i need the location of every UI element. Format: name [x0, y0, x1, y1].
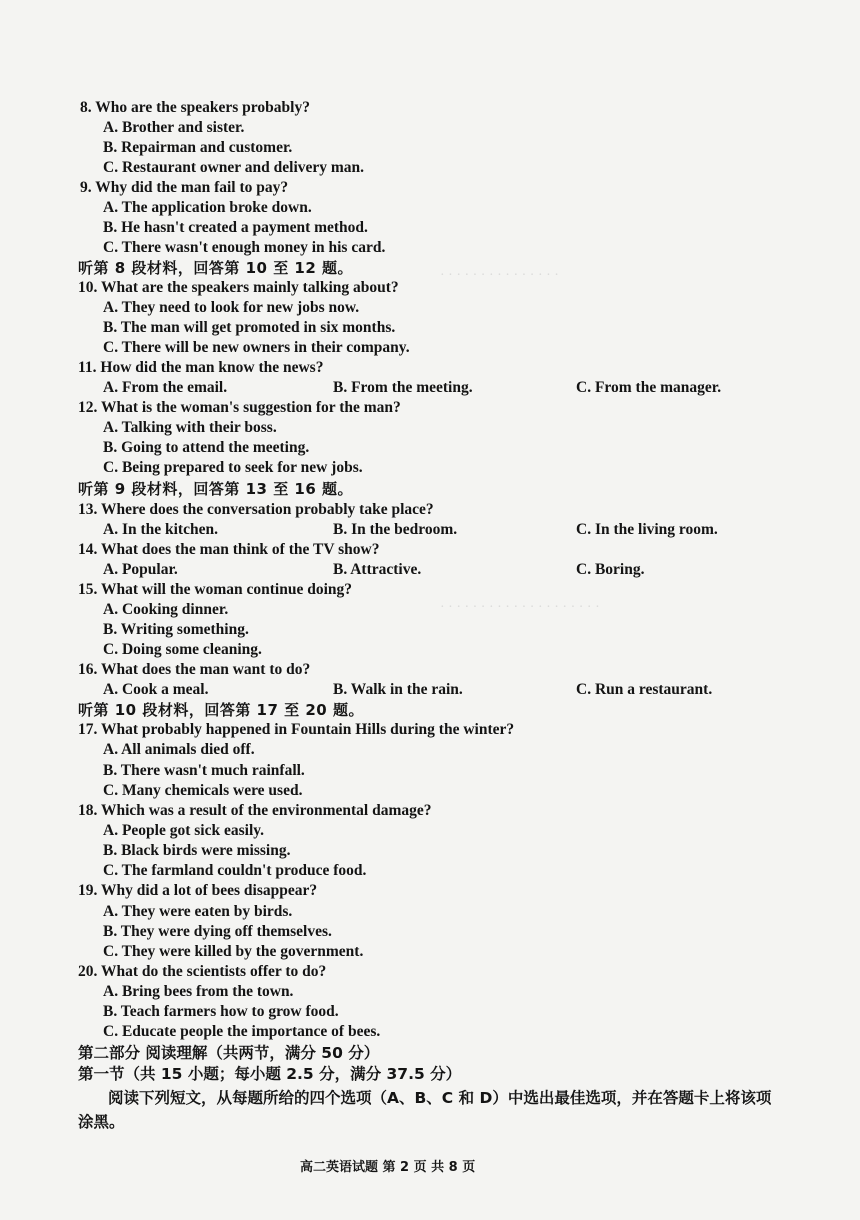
- option-c: C. In the living room.: [576, 521, 718, 538]
- option-a: A. From the email.: [103, 379, 228, 396]
- option-b: B. Repairman and customer.: [103, 139, 293, 156]
- option-c: C. Boring.: [576, 561, 645, 578]
- option-a: A. Bring bees from the town.: [103, 983, 294, 1000]
- option-c: C. Restaurant owner and delivery man.: [103, 159, 365, 176]
- question-stem: 8. Who are the speakers probably?: [80, 99, 310, 116]
- page-footer: 高二英语试题 第 2 页 共 8 页: [300, 1160, 476, 1175]
- option-b: B. In the bedroom.: [333, 521, 458, 538]
- question-stem: 17. What probably happened in Fountain Hills during the winter?: [78, 721, 515, 738]
- option-b: B. Walk in the rain.: [333, 681, 463, 698]
- question-stem: 15. What will the woman continue doing?: [78, 581, 353, 598]
- section-header: 听第 8 段材料，回答第 10 至 12 题。: [78, 259, 354, 277]
- part-title: 第二部分 阅读理解（共两节，满分 50 分）: [78, 1044, 380, 1062]
- instruction-text: 阅读下列短文，从每题所给的四个选项（A、B、C 和 D）中选出最佳选项，并在答题卡上将该项涂黑。: [78, 1089, 772, 1131]
- option-b: B. Teach farmers how to grow food.: [103, 1003, 339, 1020]
- question-stem: 9. Why did the man fail to pay?: [80, 179, 289, 196]
- option-b: B. Black birds were missing.: [103, 842, 291, 859]
- option-b: B. The man will get promoted in six months.: [103, 319, 396, 336]
- bleed-through-text: · · · · · · · · · · · · · · · · · · · ·: [440, 600, 600, 615]
- question-stem: 10. What are the speakers mainly talking about?: [78, 279, 399, 296]
- option-b: B. Going to attend the meeting.: [103, 439, 310, 456]
- option-a: A. In the kitchen.: [103, 521, 218, 538]
- option-a: A. Brother and sister.: [103, 119, 245, 136]
- option-b: B. There wasn't much rainfall.: [103, 762, 305, 779]
- option-a: A. All animals died off.: [103, 741, 255, 758]
- option-c: C. They were killed by the government.: [103, 943, 364, 960]
- option-a: A. Cook a meal.: [103, 681, 209, 698]
- option-a: A. They need to look for new jobs now.: [103, 299, 360, 316]
- option-b: B. From the meeting.: [333, 379, 473, 396]
- bleed-through-text: · · · · · · · · · · · · · · ·: [440, 268, 559, 283]
- question-stem: 18. Which was a result of the environmental damage?: [78, 802, 432, 819]
- option-a: A. Popular.: [103, 561, 178, 578]
- question-stem: 14. What does the man think of the TV show?: [78, 541, 380, 558]
- option-a: A. They were eaten by birds.: [103, 903, 293, 920]
- question-stem: 16. What does the man want to do?: [78, 661, 311, 678]
- question-stem: 11. How did the man know the news?: [78, 359, 324, 376]
- option-c: C. Doing some cleaning.: [103, 641, 262, 658]
- question-stem: 20. What do the scientists offer to do?: [78, 963, 327, 980]
- option-c: C. Run a restaurant.: [576, 681, 713, 698]
- option-c: C. Educate people the importance of bees.: [103, 1023, 381, 1040]
- option-a: A. People got sick easily.: [103, 822, 265, 839]
- section-title: 第一节（共 15 小题；每小题 2.5 分，满分 37.5 分）: [78, 1065, 462, 1083]
- section-header: 听第 10 段材料，回答第 17 至 20 题。: [78, 701, 364, 719]
- option-b: B. They were dying off themselves.: [103, 923, 332, 940]
- option-b: B. He hasn't created a payment method.: [103, 219, 368, 236]
- option-c: C. From the manager.: [576, 379, 722, 396]
- option-c: C. Many chemicals were used.: [103, 782, 303, 799]
- question-stem: 13. Where does the conversation probably take place?: [78, 501, 434, 518]
- question-stem: 19. Why did a lot of bees disappear?: [78, 882, 318, 899]
- option-a: A. The application broke down.: [103, 199, 312, 216]
- option-a: A. Talking with their boss.: [103, 419, 277, 436]
- option-c: C. The farmland couldn't produce food.: [103, 862, 367, 879]
- section-header: 听第 9 段材料，回答第 13 至 16 题。: [78, 480, 354, 498]
- option-c: C. There will be new owners in their company.: [103, 339, 410, 356]
- option-b: B. Attractive.: [333, 561, 422, 578]
- question-stem: 12. What is the woman's suggestion for the man?: [78, 399, 401, 416]
- option-c: C. There wasn't enough money in his card.: [103, 239, 386, 256]
- option-c: C. Being prepared to seek for new jobs.: [103, 459, 363, 476]
- option-a: A. Cooking dinner.: [103, 601, 229, 618]
- option-b: B. Writing something.: [103, 621, 249, 638]
